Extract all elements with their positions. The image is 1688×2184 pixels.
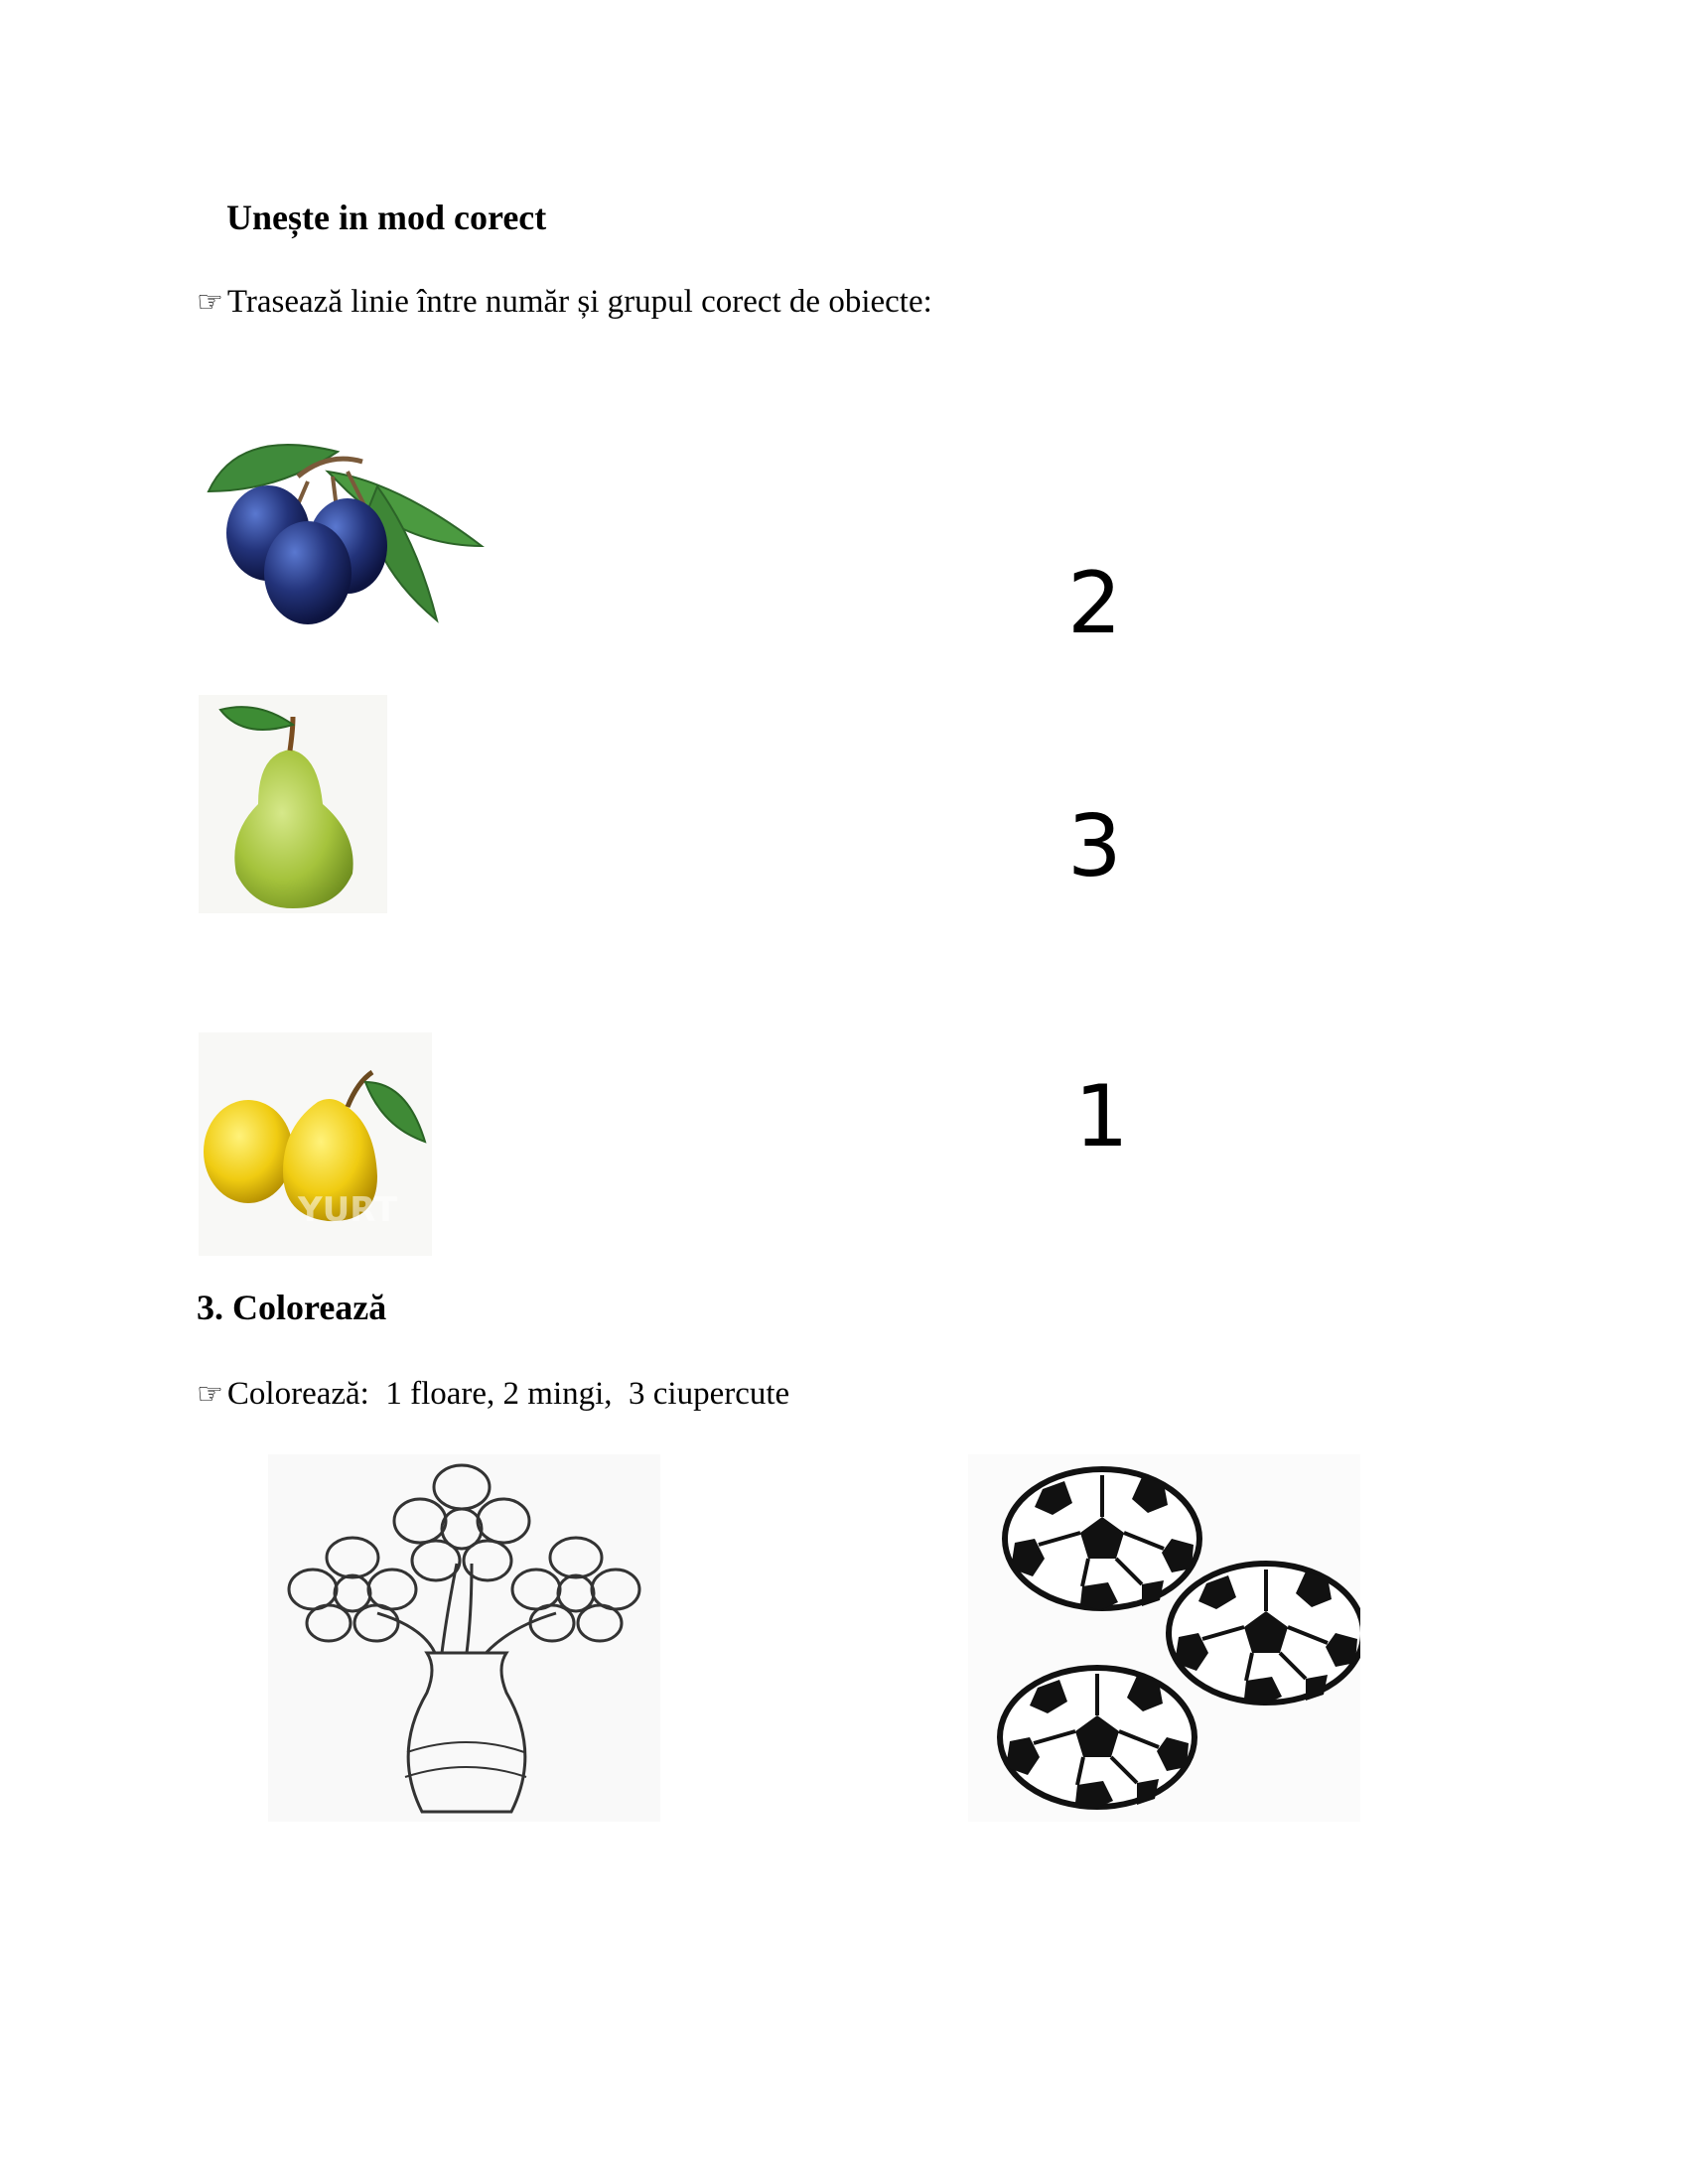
- pear-image: [199, 695, 387, 913]
- plums-image: [199, 422, 496, 630]
- number-1: 1: [1074, 1067, 1129, 1166]
- page-title: Unește in mod corect: [226, 198, 547, 237]
- number-2: 2: [1067, 554, 1122, 653]
- quinces-image: [199, 1032, 432, 1256]
- instruction-row-2: [197, 1376, 789, 1413]
- instruction-text: Trasează linie între număr și grupul corect de obiecte:: [226, 284, 932, 320]
- number-3: 3: [1067, 797, 1122, 896]
- soccer-balls-drawing: [968, 1454, 1360, 1822]
- pointing-hand-icon: ☞: [197, 1377, 223, 1412]
- watermark-text: YURT: [298, 1190, 398, 1230]
- pointing-hand-icon: ☞: [197, 285, 223, 320]
- instruction-text-2: Colorează: 1 floare, 2 mingi, 3 ciupercute: [226, 1376, 790, 1412]
- section-title: 3. Colorează: [197, 1288, 387, 1327]
- flower-vase-drawing: [268, 1454, 660, 1822]
- instruction-row: [197, 284, 932, 321]
